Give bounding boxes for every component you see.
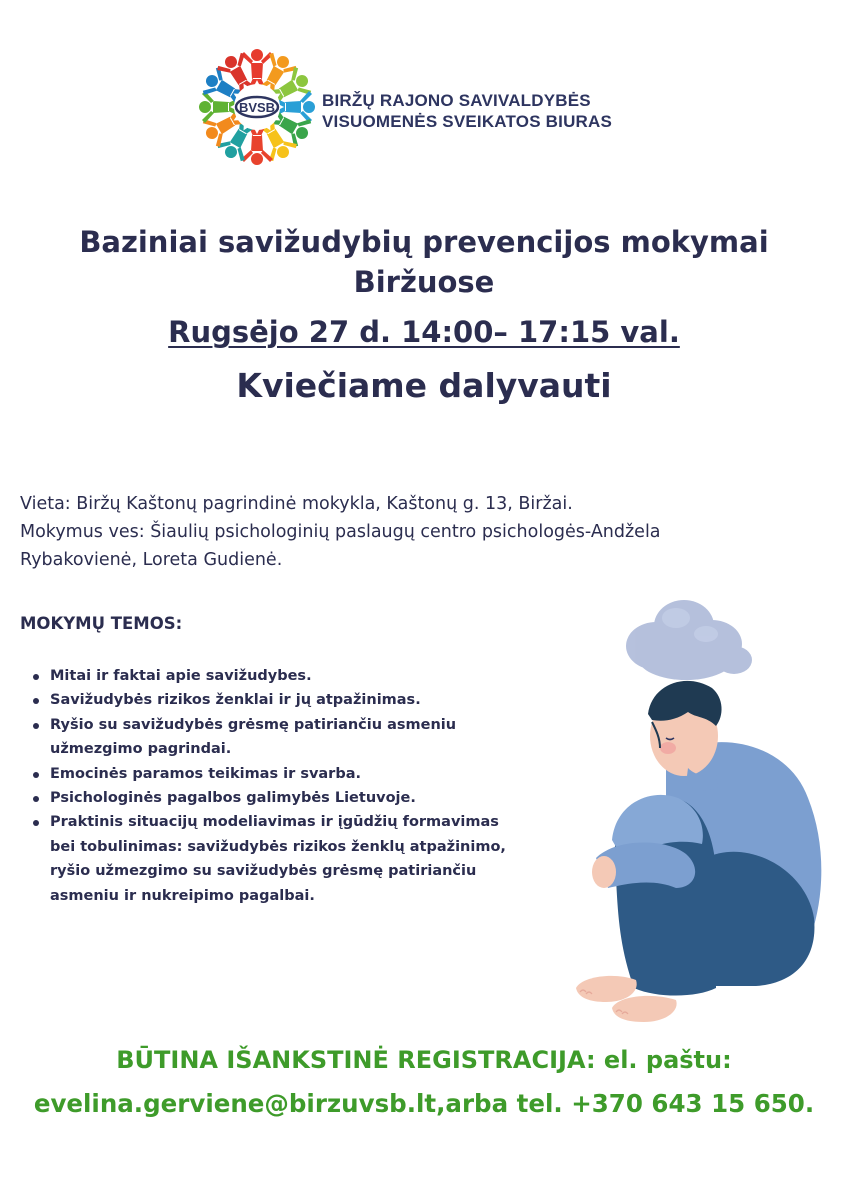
bullet-icon xyxy=(33,674,39,680)
venue-text: Vieta: Biržų Kaštonų pagrindinė mokykla, Kaštonų g. 13, Biržai. xyxy=(20,494,573,514)
topic-text: Ryšio su savižudybės grėsmę patiriančiu asmeniu xyxy=(50,716,457,733)
topic-item xyxy=(30,762,590,786)
topics-heading: MOKYMŲ TEMOS: xyxy=(20,614,183,633)
topic-text: asmeniu ir nukreipimo pagalbai. xyxy=(50,887,315,904)
trainers-text-line-2: Rybakovienė, Loreta Gudienė. xyxy=(20,550,283,570)
org-name-line-1: BIRŽŲ RAJONO SAVIVALDYBĖS xyxy=(322,91,591,110)
topic-text: Praktinis situacijų modeliavimas ir įgūdžių formavimas xyxy=(50,814,499,831)
topic-text: Mitai ir faktai apie savižudybes. xyxy=(50,668,312,684)
registration-notice xyxy=(0,1040,848,1124)
topic-item xyxy=(30,713,590,762)
bullet-icon xyxy=(33,772,39,778)
topic-text: Emocinės paramos teikimas ir svarba. xyxy=(50,765,362,782)
logo-text: BVSB xyxy=(238,100,276,115)
invitation-heading: Kviečiame dalyvauti xyxy=(236,366,612,405)
event-info xyxy=(20,490,820,574)
title-line-1: Baziniai savižudybių prevencijos mokymai xyxy=(79,225,769,259)
topic-text: Savižudybės rizikos ženklai ir jų atpažinimas. xyxy=(50,692,421,709)
bullet-icon xyxy=(33,698,39,704)
topic-text: užmezgimo pagrindai. xyxy=(50,741,232,758)
sad-sitting-person-illustration-icon xyxy=(556,588,828,1036)
bullet-icon xyxy=(33,796,39,802)
bullet-icon xyxy=(33,820,39,826)
registration-contact[interactable]: evelina.gerviene@birzuvsb.lt,arba tel. +370 643 15 650. xyxy=(33,1089,815,1118)
bullet-icon xyxy=(33,723,39,729)
topic-text: ryšio užmezgimo su savižudybės grėsmę patiriančiu xyxy=(50,863,477,880)
organization-name xyxy=(322,90,612,132)
topic-item xyxy=(30,810,590,908)
topics-list xyxy=(30,664,590,908)
topic-item xyxy=(30,664,590,688)
event-title-block xyxy=(0,222,848,408)
topic-item xyxy=(30,786,590,810)
trainers-text-line-1: Mokymus ves: Šiaulių psichologinių paslaugų centro psichologės-Andžela xyxy=(20,522,661,542)
topic-text: bei tobulinimas: savižudybės rizikos ženklų atpažinimo, xyxy=(50,838,506,855)
title-line-2: Biržuose xyxy=(353,265,495,299)
cloud-icon xyxy=(626,600,752,680)
header xyxy=(196,46,616,170)
topic-text: Psichologinės pagalbos galimybės Lietuvoje. xyxy=(50,790,416,807)
event-date: Rugsėjo 27 d. 14:00– 17:15 val. xyxy=(168,315,680,349)
people-circle-logo-icon xyxy=(196,46,318,168)
org-name-line-2: VISUOMENĖS SVEIKATOS BIURAS xyxy=(322,112,613,131)
topic-item xyxy=(30,688,590,712)
registration-line-1: BŪTINA IŠANKSTINĖ REGISTRACIJA: el. paštu: xyxy=(116,1046,732,1074)
